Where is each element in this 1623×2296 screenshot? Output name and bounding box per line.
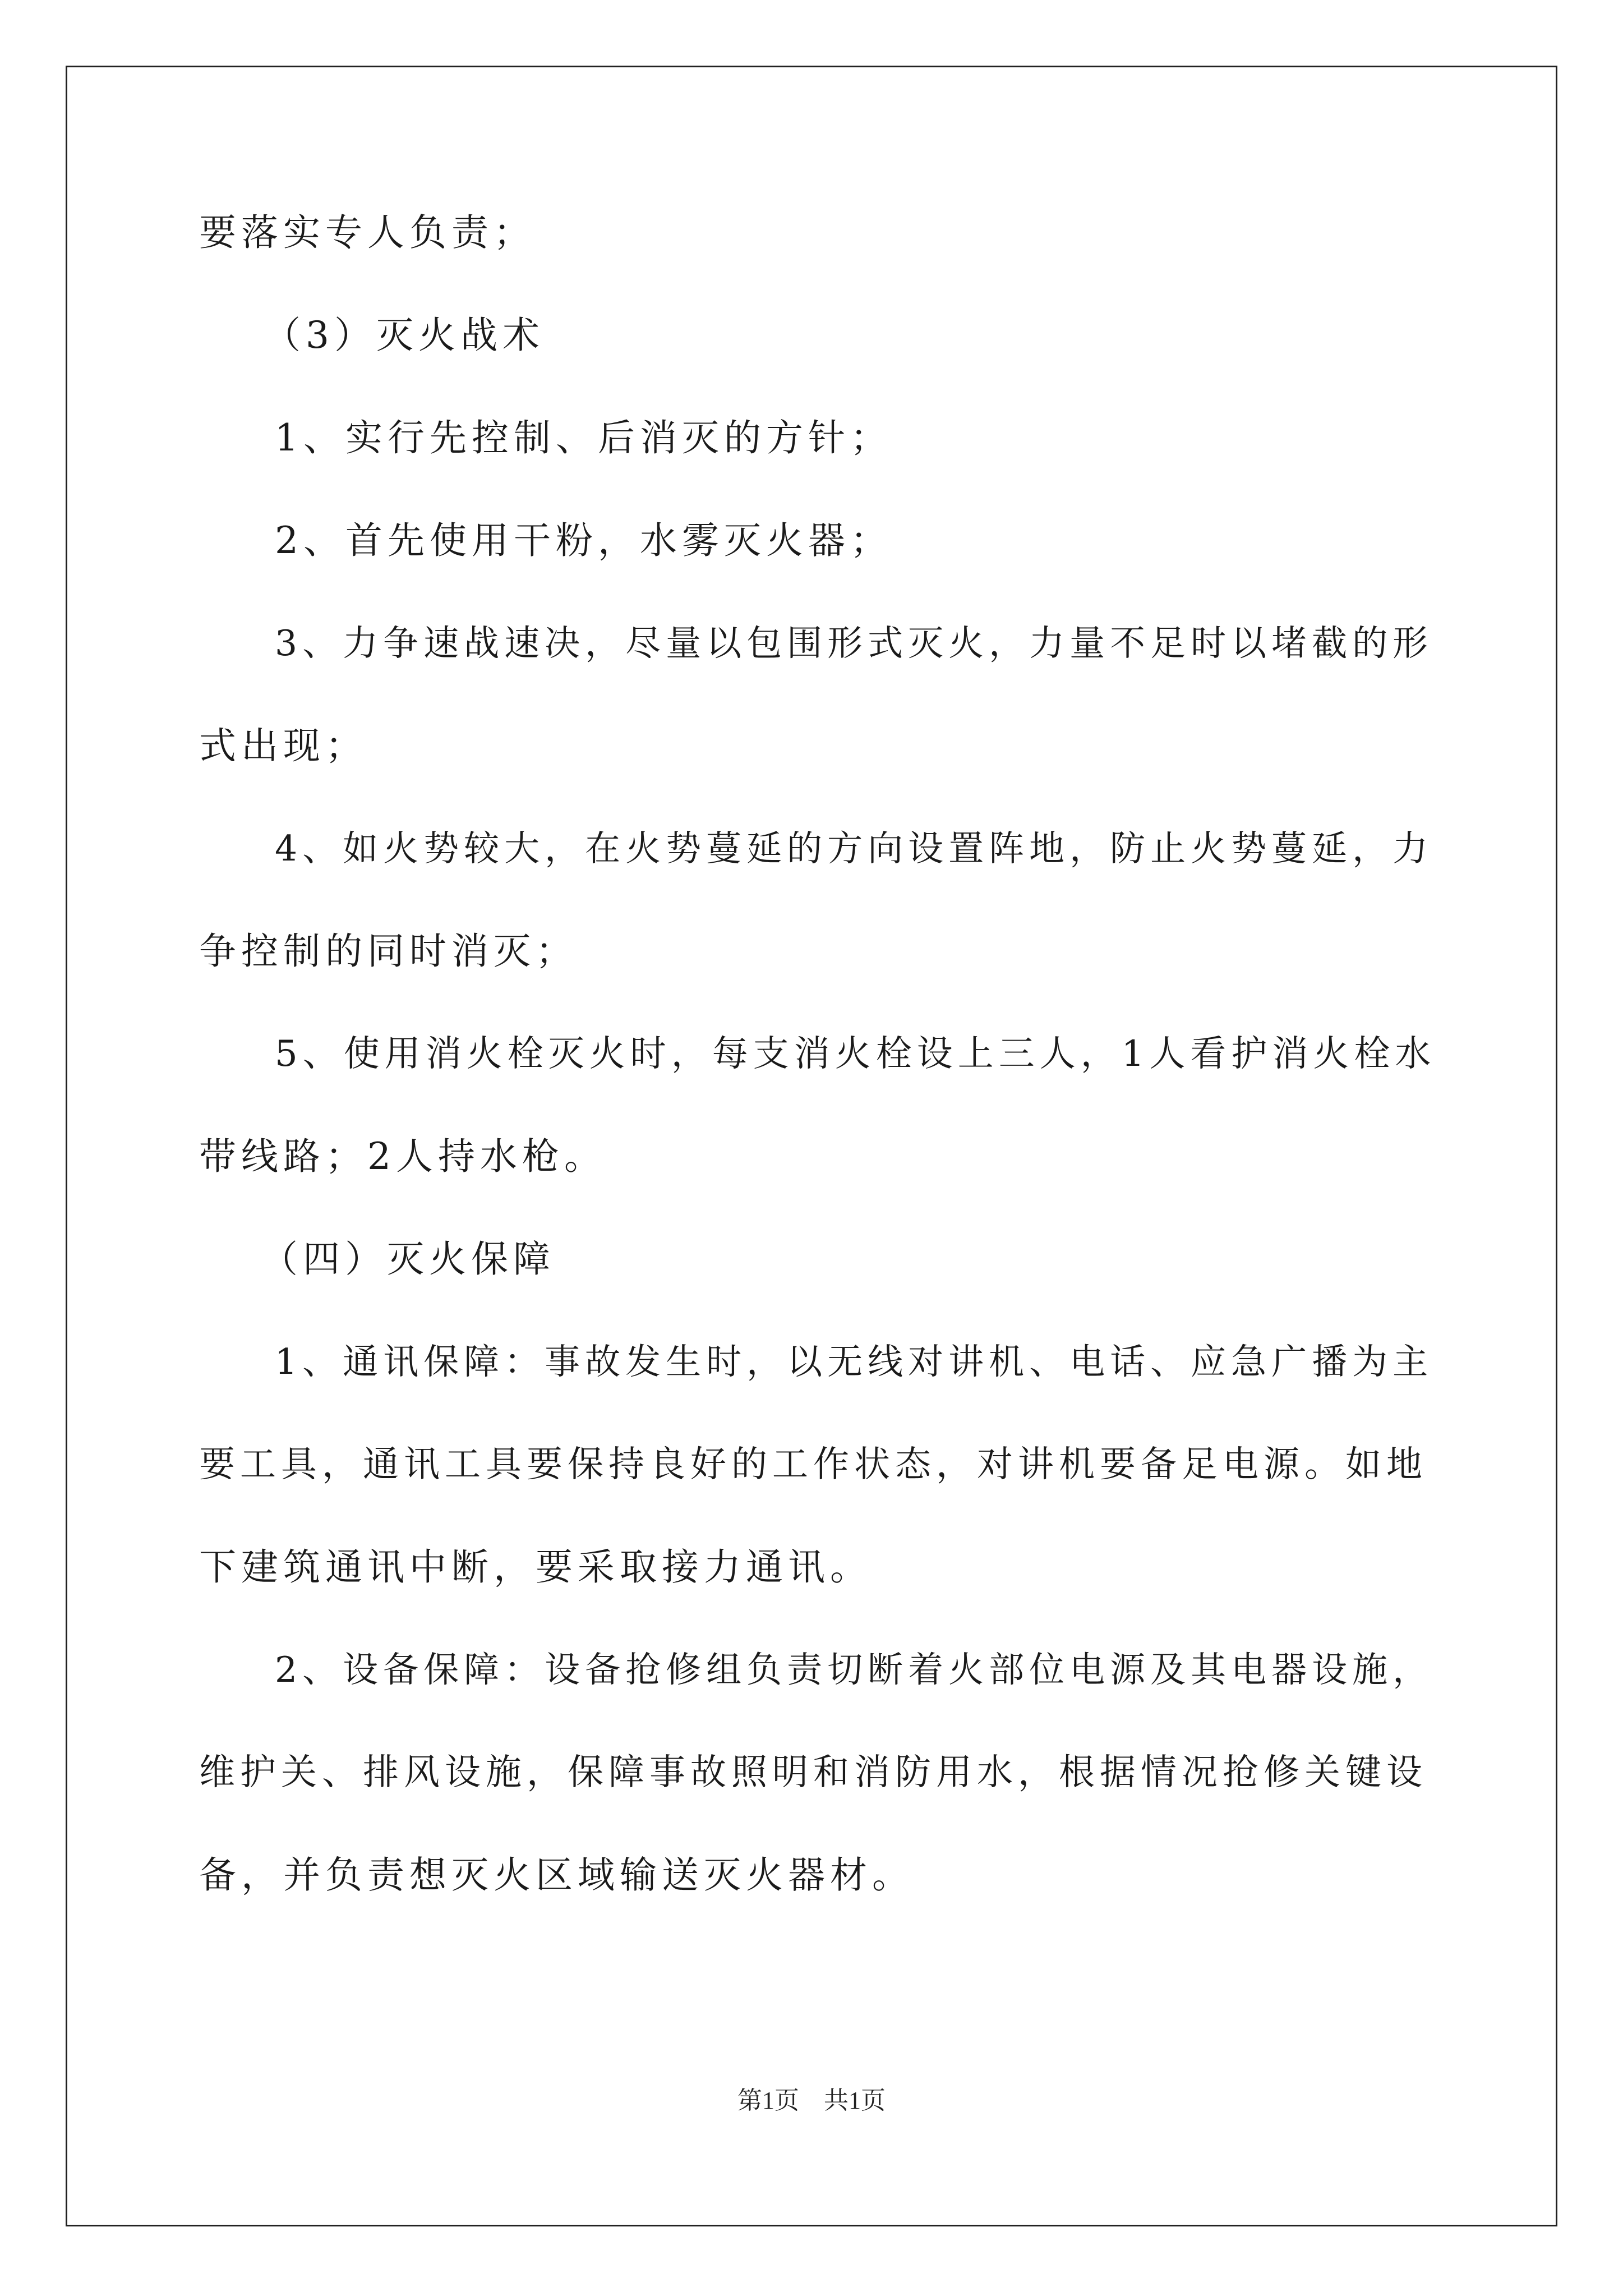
text-line: 要工具，通讯工具要保持良好的工作状态，对讲机要备足电源。如地	[199, 1444, 1427, 1485]
text-line: 要落实专人负责；	[199, 211, 536, 254]
text-line: 维护关、排风设施，保障事故照明和消防用水，根据情况抢修关键设	[199, 1752, 1427, 1793]
page-footer: 第1页 共1页	[737, 2087, 886, 2114]
text-line: 备，并负责想灭火区域输送灭火器材。	[199, 1853, 914, 1897]
section-heading: （3）灭火战术	[264, 314, 545, 357]
text-line: 1、实行先控制、后消灭的方针；	[275, 416, 892, 459]
section-heading: （四）灭火保障	[261, 1237, 555, 1281]
text-line: 5、使用消火栓灭火时，每支消火栓设上三人，1人看护消火栓水	[275, 1033, 1436, 1075]
text-line: 3、力争速战速决，尽量以包围形式灭火，力量不足时以堵截的形	[275, 623, 1433, 664]
text-line: 2、首先使用干粉，水雾灭火器；	[275, 519, 892, 562]
text-line: 2、设备保障：设备抢修组负责切断着火部位电源及其电器设施，	[275, 1649, 1433, 1690]
text-line: 带线路；2人持水枪。	[199, 1135, 606, 1178]
text-line: 争控制的同时消灭；	[199, 930, 578, 973]
text-line: 1、通讯保障：事故发生时，以无线对讲机、电话、应急广播为主	[275, 1341, 1433, 1382]
text-line: 下建筑通讯中断，要采取接力通讯。	[199, 1545, 872, 1589]
text-line: 式出现；	[199, 724, 367, 767]
text-line: 4、如火势较大，在火势蔓延的方向设置阵地，防止火势蔓延，力	[275, 828, 1433, 869]
